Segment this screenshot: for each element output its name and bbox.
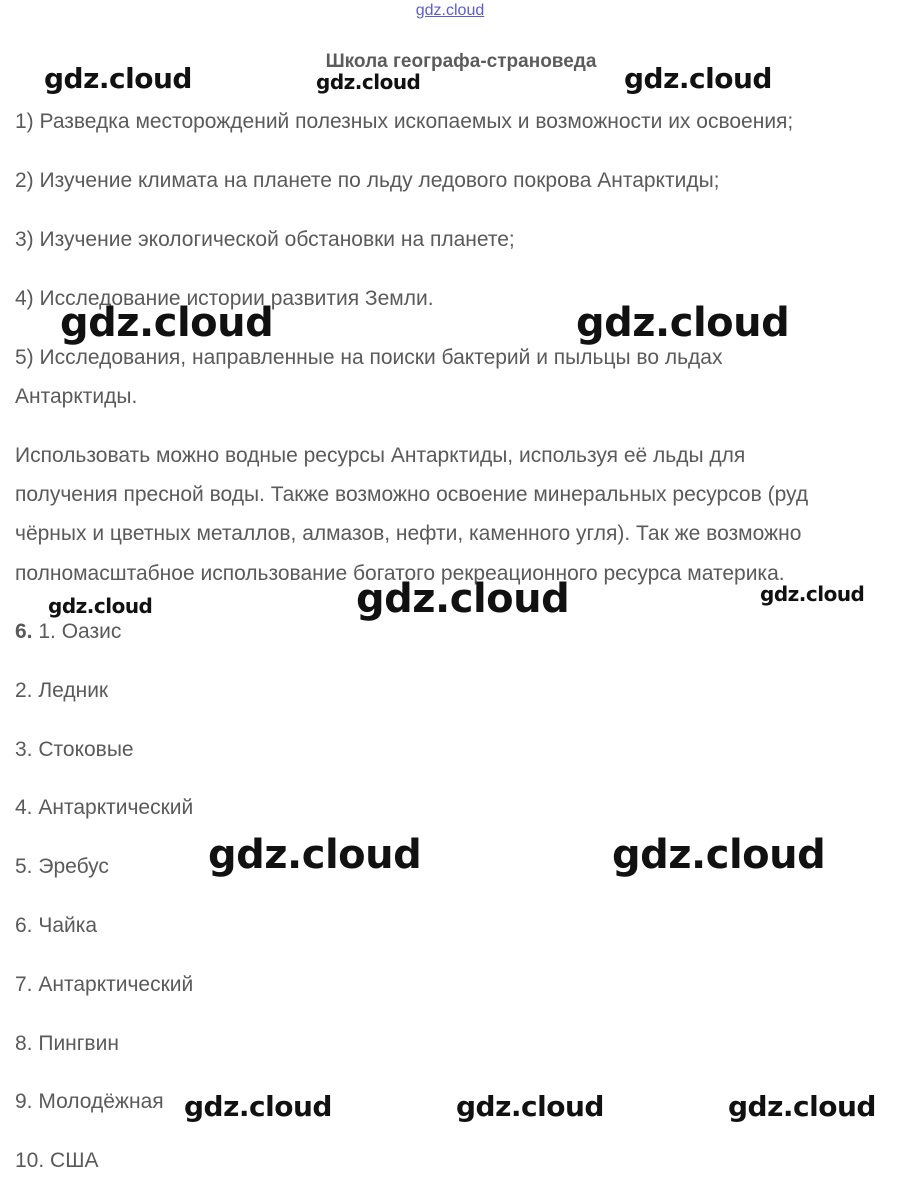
- paragraph-line: полномасштабное использование богатого рекреационного ресурса материка.: [15, 562, 785, 585]
- direction-line: 4) Исследование истории развития Земли.: [15, 287, 434, 310]
- paragraph-line: Использовать можно водные ресурсы Антарктиды, используя её льды для: [15, 444, 746, 467]
- watermark: gdz.cloud: [760, 582, 865, 606]
- watermark: gdz.cloud: [356, 576, 570, 622]
- answer-item: 7. Антарктический: [15, 973, 194, 996]
- watermark: gdz.cloud: [44, 62, 192, 95]
- watermark: gdz.cloud: [576, 300, 790, 346]
- answer-item: 5. Эребус: [15, 855, 109, 878]
- paragraph-line: чёрных и цветных металлов, алмазов, нефти, каменного угля). Так же возможно: [15, 522, 802, 545]
- answer-item: 4. Антарктический: [15, 796, 194, 819]
- answer-item: 9. Молодёжная: [15, 1090, 164, 1113]
- watermark: gdz.cloud: [316, 70, 421, 94]
- direction-line: 3) Изучение экологической обстановки на планете;: [15, 228, 515, 251]
- watermark: gdz.cloud: [208, 832, 422, 878]
- answer-item: 3. Стоковые: [15, 738, 134, 761]
- page-title: Школа географа-страноведа: [325, 51, 597, 72]
- paragraph-line: получения пресной воды. Также возможно освоение минеральных ресурсов (руд: [15, 483, 809, 506]
- answer-item: 10. США: [15, 1149, 99, 1172]
- task-number: 6.: [15, 620, 33, 643]
- answer-item: 2. Ледник: [15, 679, 109, 702]
- watermark: gdz.cloud: [48, 594, 153, 618]
- top-site-link[interactable]: gdz.cloud: [415, 2, 485, 19]
- watermark: gdz.cloud: [612, 832, 826, 878]
- answer-text: 1. Оазис: [38, 620, 122, 643]
- answer-item: 8. Пингвин: [15, 1032, 119, 1055]
- watermark: gdz.cloud: [624, 62, 772, 95]
- direction-line: 2) Изучение климата на планете по льду ледового покрова Антарктиды;: [15, 169, 720, 192]
- watermark: gdz.cloud: [184, 1090, 332, 1123]
- direction-line: 1) Разведка месторождений полезных ископаемых и возможности их освоения;: [15, 110, 794, 133]
- answer-item: 6. Чайка: [15, 914, 98, 937]
- watermark: gdz.cloud: [728, 1090, 876, 1123]
- watermark: gdz.cloud: [456, 1090, 604, 1123]
- direction-line: Антарктиды.: [15, 385, 138, 408]
- answer-item: [15, 620, 121, 644]
- watermark: gdz.cloud: [60, 300, 274, 346]
- direction-line: 5) Исследования, направленные на поиски бактерий и пыльцы во льдах: [15, 346, 723, 369]
